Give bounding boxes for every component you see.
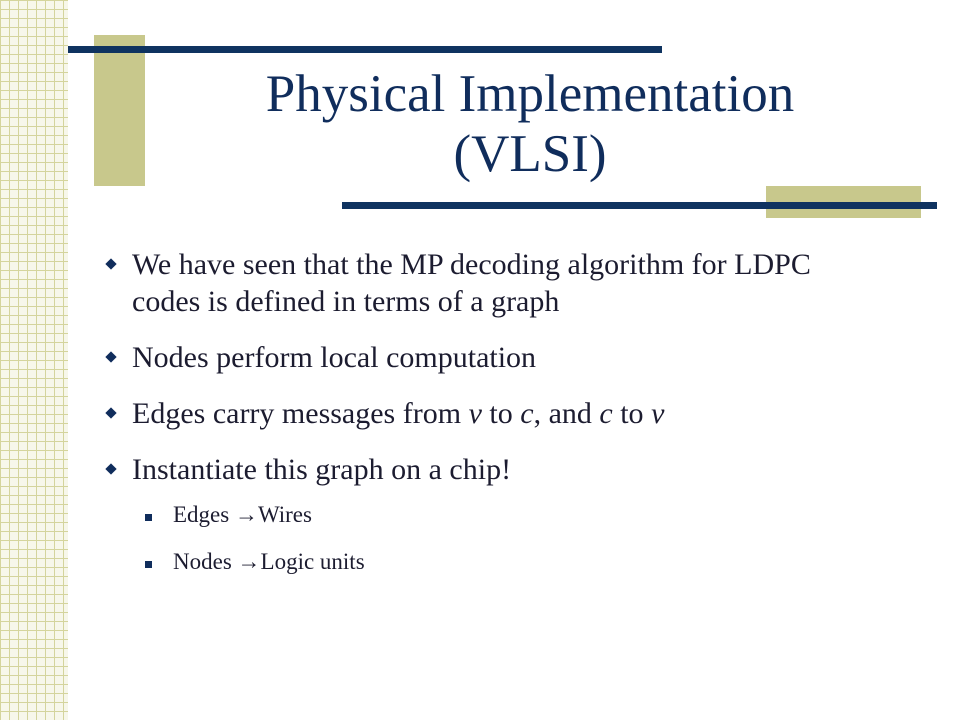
diamond-bullet-icon [105,463,116,474]
bullet-item [100,451,880,488]
variable-v: v [468,397,482,430]
square-bullet-icon [145,561,152,568]
bullet-text [132,397,664,430]
bullet-item [100,246,880,320]
bullet-item [100,395,880,432]
bullet-text-part: , and [533,397,600,430]
sub-bullet-item [100,500,880,530]
sub-bullet-text: Edges →Wires [173,502,312,527]
bullet-list [100,246,880,594]
bullet-text-part: to [481,397,521,430]
bullet-text-part: Edges carry messages from [132,397,469,430]
title-bottom-rule [342,202,937,209]
slide-title-line-1: Physical Implementation [265,65,795,123]
title-top-rule [68,46,662,53]
bullet-text-part: to [612,397,652,430]
variable-c: c [599,397,613,430]
diamond-bullet-icon [105,407,116,418]
slide-title-line-2: (VLSI) [453,125,607,183]
bullet-text: Instantiate this graph on a chip! [132,453,512,486]
square-bullet-icon [145,514,152,521]
variable-v: v [651,397,665,430]
slide-title [210,64,850,184]
bullet-text: We have seen that the MP decoding algorithm for LDPC codes is defined in terms of a graph [132,248,811,318]
diamond-bullet-icon [105,258,116,269]
diamond-bullet-icon [105,351,116,362]
sub-bullet-text: Nodes →Logic units [173,549,365,574]
accent-block-top [94,35,145,186]
sub-bullet-item [100,547,880,577]
bullet-text: Nodes perform local computation [132,341,537,374]
bullet-item [100,339,880,376]
decorative-grid-stripe [0,0,68,720]
variable-c: c [520,397,534,430]
